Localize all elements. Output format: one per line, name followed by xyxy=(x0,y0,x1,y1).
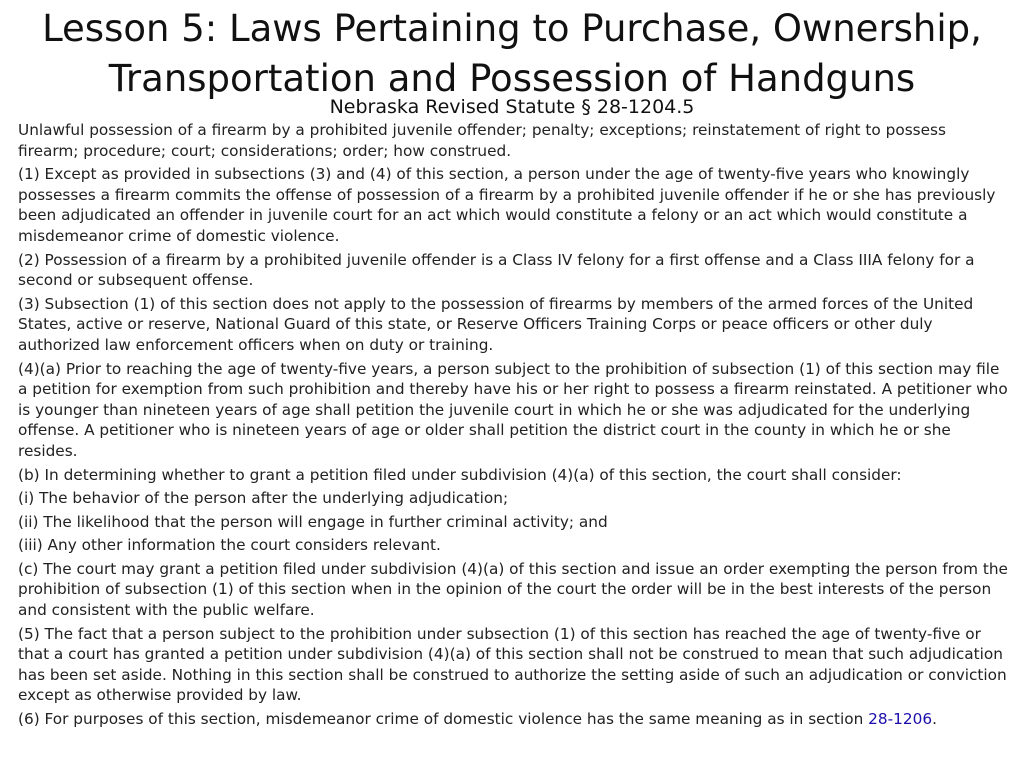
section-28-1206-link[interactable]: 28-1206 xyxy=(868,710,933,729)
statute-paragraph-4b-i: (i) The behavior of the person after the underlying adjudication; xyxy=(18,489,509,508)
statute-body xyxy=(18,120,1008,733)
statute-paragraph-2: (2) Possession of a firearm by a prohibited juvenile offender is a Class IV felony for a first offense and a Class IIIA felony for a second or subsequent offense. xyxy=(18,250,975,290)
statute-paragraph-6-text: (6) For purposes of this section, misdemeanor crime of domestic violence has the same meaning as in section xyxy=(18,710,869,729)
statute-heading: Unlawful possession of a firearm by a prohibited juvenile offender; penalty; exceptions; reinstatement of right to possess firearm; procedure; court; considerations; order; how construed. xyxy=(18,121,946,160)
statute-paragraph-4b: (b) In determining whether to grant a petition filed under subdivision (4)(a) of this section, the court shall consider: xyxy=(18,465,902,484)
title-line-1: Lesson 5: Laws Pertaining to Purchase, Ownership, xyxy=(42,7,982,50)
statute-paragraph-6 xyxy=(18,709,1008,730)
slide-subtitle: Nebraska Revised Statute § 28-1204.5 xyxy=(329,96,695,118)
statute-paragraph-4c: (c) The court may grant a petition filed under subdivision (4)(a) of this section and issue an order exempting the person from the prohibition of subsection (1) of this section when in the opinion of the court the order will be in the best interests of the person and consistent with the public welfare. xyxy=(18,559,1008,620)
statute-paragraph-5: (5) The fact that a person subject to the prohibition under subsection (1) of this section has reached the age of twenty-five or that a court has granted a petition under subdivision (4)(a) of this section shall not be construed to mean that such adjudication has been set aside. Nothing in this section shall be construed to authorize the setting aside of such an adjudication or conviction except as otherwise provided by law. xyxy=(18,624,1007,705)
slide-title xyxy=(20,4,1004,104)
statute-paragraph-4b-iii: (iii) Any other information the court considers relevant. xyxy=(18,536,441,555)
title-line-2: Transportation and Possession of Handguns xyxy=(108,57,916,100)
statute-paragraph-3: (3) Subsection (1) of this section does not apply to the possession of firearms by members of the armed forces of the United States, active or reserve, National Guard of this state, or Reserve Officers Training Corps or peace officers or other duly authorized law enforcement officers when on duty or training. xyxy=(18,294,974,354)
statute-paragraph-6-trailing: . xyxy=(932,710,937,729)
statute-paragraph-1: (1) Except as provided in subsections (3) and (4) of this section, a person under the age of twenty-five years who knowingly possesses a firearm commits the offense of possession of a firearm by a prohibited juvenile offender if he or she has previously been adjudicated an offender in juvenile court for an act which would constitute a felony or an act which would constitute a misdemeanor crime of domestic violence. xyxy=(18,165,996,245)
statute-paragraph-4a: (4)(a) Prior to reaching the age of twenty-five years, a person subject to the prohibition of subsection (1) of this section may file a petition for exemption from such prohibition and thereby have his or her right to possess a firearm reinstated. A petitioner who is younger than nineteen years of age shall petition the juvenile court in which he or she was adjudicated for the underlying offense. A petitioner who is nineteen years of age or older shall petition the district court in the county in which he or she resides. xyxy=(18,359,1008,460)
statute-paragraph-4b-ii: (ii) The likelihood that the person will engage in further criminal activity; and xyxy=(18,512,608,531)
